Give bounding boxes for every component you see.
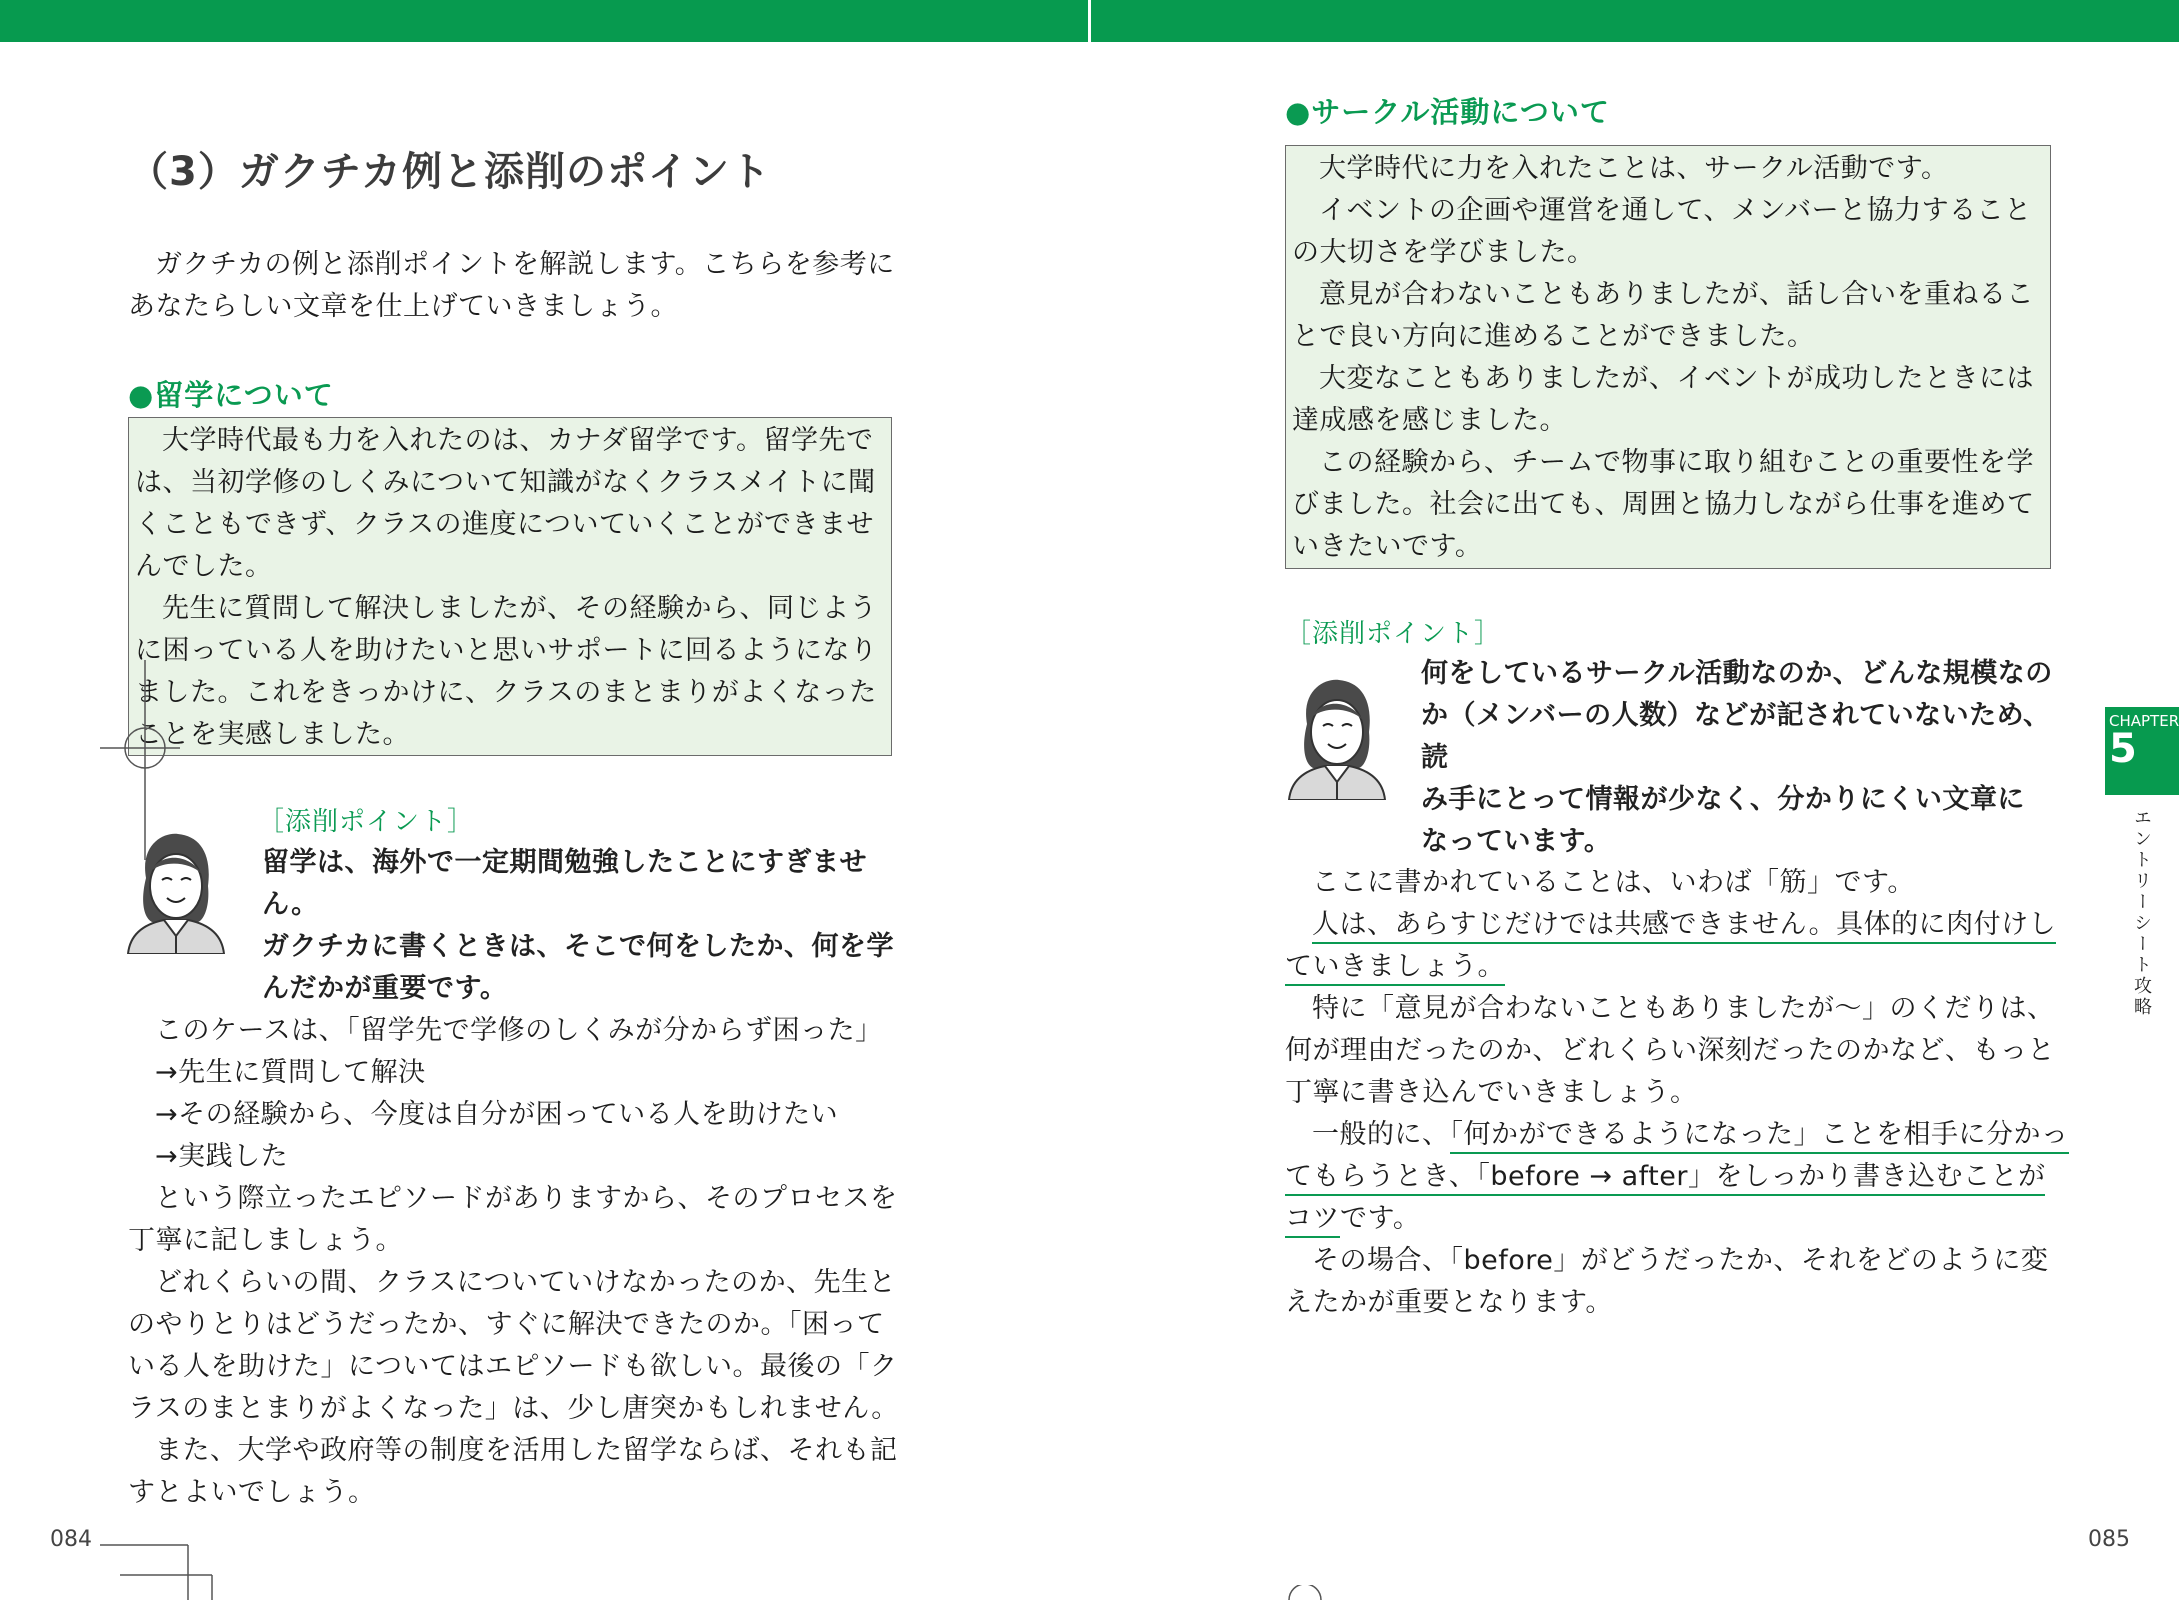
correction-point-text [262, 842, 902, 1010]
underlined-emphasis: てもらうとき、「before → after」をしっかり書き込むことが [1285, 1161, 2045, 1196]
correction-point-label: ［添削ポイント］ [258, 807, 475, 837]
underlined-emphasis: 「何かができるようになった」ことを相手に分かっ [1450, 1119, 2069, 1154]
chapter-label: CHAPTER [2109, 712, 2179, 730]
point-line: 何をしているサークル活動なのか、どんな規模なの [1421, 658, 2053, 689]
commentary-line: その場合、「before」がどうだったか、それをどのように変 [1312, 1245, 2049, 1276]
study-abroad-heading: ●留学について [128, 378, 334, 412]
page-number-right: 085 [2088, 1527, 2130, 1552]
commentary-line: 何が理由だったのか、どれくらい深刻だったのかなど、もっと [1285, 1035, 2055, 1066]
section-title: （3）ガクチカ例と添削のポイント [128, 149, 772, 195]
commentary-line: どれくらいの間、クラスについていけなかったのか、先生と [155, 1267, 897, 1298]
example-paragraph: 意見が合わないこともありましたが、話し合いを重ねることで良い方向に進めることができました。 [1292, 279, 2034, 352]
commentary-line: このケースは、「留学先で学修のしくみが分からず困った」 [155, 1015, 883, 1046]
commentary-line: のやりとりはどうだったか、すぐに解決できたのか。「困って [128, 1309, 885, 1340]
commentary-line [1285, 946, 2075, 988]
crop-mark-bottom-icon [1285, 1585, 1325, 1600]
correction-point-label: ［添削ポイント］ [1285, 619, 1502, 649]
intro-line: ガクチカの例と添削ポイントを解説します。こちらを参考に [155, 249, 895, 280]
commentary-line [1285, 1114, 2075, 1156]
chapter-number: 5 [2109, 726, 2137, 772]
point-line: んだかが重要です。 [262, 973, 508, 1004]
commentary-text: 一般的に、 [1312, 1119, 1450, 1150]
example-paragraph: イベントの企画や運営を通して、メンバーと協力することの大切さを学びました。 [1292, 195, 2032, 268]
underlined-emphasis: 人は、あらすじだけでは共感できません。具体的に肉付けし [1312, 909, 2056, 944]
commentary-line: →その経験から、今度は自分が困っている人を助けたい [155, 1099, 839, 1130]
example-paragraph: 大変なこともありましたが、イベントが成功したときには達成感を感じました。 [1292, 363, 2034, 436]
commentary-line: 丁寧に書き込んでいきましょう。 [1285, 1077, 1698, 1108]
smiling-woman-avatar-icon [124, 826, 226, 954]
circle-activity-heading: ●サークル活動について [1285, 95, 1610, 129]
left-page [0, 0, 1089, 1600]
point-line: なっています。 [1421, 826, 1612, 857]
commentary-line [1285, 1156, 2075, 1198]
underlined-emphasis: ていきましょう。 [1285, 951, 1505, 986]
crop-mark-bottom-icon [100, 1540, 220, 1600]
intro-paragraph [128, 244, 898, 328]
commentary-line: えたかが重要となります。 [1285, 1287, 1613, 1318]
commentary-line: →先生に質問して解決 [155, 1057, 426, 1088]
side-chapter-title: エントリーシート攻略 [2131, 808, 2152, 1018]
study-abroad-example-box [128, 417, 892, 756]
commentary-text: です。 [1340, 1203, 1421, 1234]
example-paragraph: 先生に質問して解決しましたが、その経験から、同じように困っている人を助けたいと思いサポートに回るようになりました。これをきっかけに、クラスのまとまりがよくなったことを実感しました。 [135, 593, 878, 750]
circle-example-box [1285, 145, 2051, 569]
point-line: ガクチカに書くときは、そこで何をしたか、何を学 [262, 931, 894, 962]
underlined-emphasis: コツ [1285, 1203, 1340, 1238]
point-line: 留学は、海外で一定期間勉強したことにすぎません。 [262, 847, 867, 920]
correction-point-text [1421, 653, 2061, 863]
example-paragraph: 大学時代に力を入れたことは、サークル活動です。 [1319, 153, 1949, 184]
commentary-line [1285, 1198, 2075, 1240]
intro-line: あなたらしい文章を仕上げていきましょう。 [128, 291, 678, 322]
commentary-line: →実践した [155, 1141, 289, 1172]
commentary-line: という際立ったエピソードがありますから、そのプロセスを [155, 1183, 898, 1214]
page-number-left: 084 [50, 1527, 92, 1552]
commentary-line: また、大学や政府等の制度を活用した留学ならば、それも記 [155, 1435, 898, 1466]
example-paragraph: 大学時代最も力を入れたのは、カナダ留学です。留学先では、当初学修のしくみについて知識がなくクラスメイトに聞くこともできず、クラスの進度についていくことができませんでした。 [135, 425, 876, 582]
commentary-line [1285, 904, 2075, 946]
commentary-line: ここに書かれていることは、いわば「筋」です。 [1312, 867, 1915, 898]
commentary-line: 丁寧に記しましょう。 [128, 1225, 403, 1256]
commentary-line: 特に「意見が合わないこともありましたが～」のくだりは、 [1312, 993, 2055, 1024]
commentary-line: すとよいでしょう。 [128, 1477, 376, 1508]
commentary-line: ラスのまとまりがよくなった」は、少し唐突かもしれません。 [128, 1393, 899, 1424]
example-paragraph: この経験から、チームで物事に取り組むことの重要性を学びました。社会に出ても、周囲と協力しながら仕事を進めていきたいです。 [1292, 447, 2035, 562]
point-line: か（メンバーの人数）などが記されていないため、読 [1421, 700, 2051, 773]
commentary-paragraph [128, 1010, 908, 1514]
chapter-tab [2105, 707, 2179, 795]
right-page [1089, 0, 2179, 1600]
point-line: み手にとって情報が少なく、分かりにくい文章に [1421, 784, 2025, 815]
smiling-woman-avatar-icon [1285, 672, 1387, 800]
commentary-paragraph [1285, 862, 2075, 1324]
commentary-line: いる人を助けた」についてはエピソードも欲しい。最後の「ク [128, 1351, 898, 1382]
